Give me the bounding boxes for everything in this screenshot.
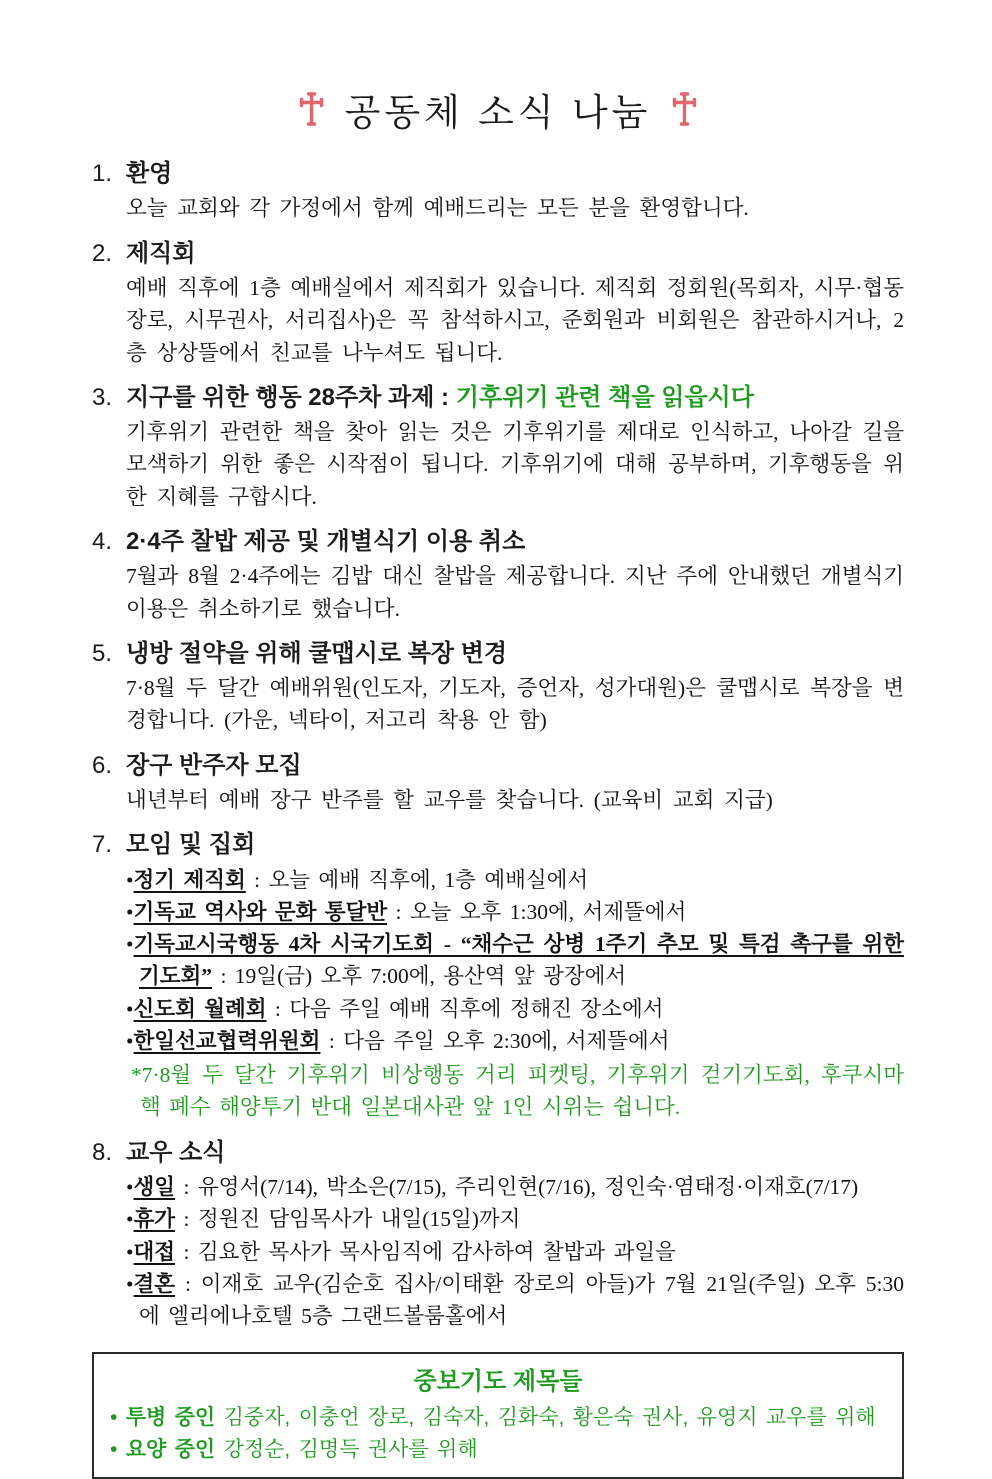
- bullet-icon: •: [110, 1437, 118, 1461]
- section-body: 내년부터 예배 장구 반주를 할 교우를 찾습니다. (교육비 교회 지급): [126, 788, 773, 813]
- section-meetings: [92, 829, 904, 1123]
- section-heading: 환영: [126, 160, 173, 187]
- prayer-box-title: 중보기도 제목들: [413, 1368, 583, 1396]
- section-welcome: [92, 158, 904, 225]
- section-member-news: [92, 1137, 904, 1333]
- meeting-label: 정기 제직회: [133, 867, 246, 892]
- news-detail: : 정원진 담임목사가 내일(15일)까지: [175, 1207, 521, 1232]
- section-number: 2.: [92, 239, 113, 267]
- meeting-item: [126, 1025, 904, 1057]
- bullet-icon: •: [126, 1028, 134, 1053]
- prayer-label: 투병 중인: [125, 1406, 216, 1430]
- bullet-icon: •: [126, 932, 134, 957]
- meeting-detail: : 오늘 오후 1:30에, 서제뜰에서: [387, 899, 687, 924]
- section-body: 7월과 8월 2·4주에는 김밥 대신 찰밥을 제공합니다. 지난 주에 안내했던 개별식기 이용은 취소하기로 했습니다.: [126, 564, 904, 621]
- prayer-item-recuperating: [110, 1434, 886, 1466]
- cross-icon: [298, 91, 325, 127]
- meeting-detail: : 다음 주일 예배 직후에 정해진 장소에서: [266, 996, 664, 1021]
- section-number: 7.: [92, 831, 113, 859]
- section-number: 6.: [92, 751, 113, 779]
- meeting-label: 신도회 월례회: [133, 996, 267, 1021]
- meeting-label: 기독교 역사와 문화 통달반: [133, 899, 388, 924]
- section-heading-text: 지구를 위한 행동 28주차 과제 :: [126, 383, 456, 411]
- meeting-detail: : 다음 주일 오후 2:30에, 서제뜰에서: [320, 1028, 670, 1053]
- meeting-label: 기독교시국행동 4차 시국기도회 - “채수근 상병 1주기 추모 및 특검 촉구를 위한 기도회”: [133, 932, 904, 989]
- news-item-treat: [126, 1236, 904, 1268]
- cross-icon: [671, 91, 698, 127]
- news-detail: : 김요한 목사가 목사임직에 감사하여 찰밥과 과일을: [175, 1239, 676, 1264]
- meeting-detail: : 오늘 예배 직후에, 1층 예배실에서: [245, 867, 589, 892]
- section-body: 오늘 교회와 각 가정에서 함께 예배드리는 모든 분을 환영합니다.: [126, 196, 749, 221]
- news-label: 생일: [133, 1175, 176, 1200]
- section-body: 7·8월 두 달간 예배위원(인도자, 기도자, 증언자, 성가대원)은 쿨맵시로 복장을 변경합니다. (가운, 넥타이, 저고리 착용 안 함): [126, 676, 904, 733]
- section-number: 5.: [92, 639, 113, 667]
- section-number: 1.: [92, 160, 113, 187]
- section-dress-code: [92, 638, 904, 737]
- intercessory-prayer-box: [92, 1352, 904, 1479]
- prayer-names: 김중자, 이충언 장로, 김숙자, 김화숙, 황은숙 권사, 유영지 교우를 위해: [215, 1406, 876, 1430]
- bullet-icon: •: [126, 996, 134, 1021]
- news-label: 휴가: [133, 1207, 176, 1232]
- news-label: 대접: [133, 1239, 176, 1264]
- news-detail: : 유영서(7/14), 박소은(7/15), 주리인현(7/16), 정인숙·염태정·이재호(7/17): [175, 1175, 859, 1200]
- section-heading-highlight: 기후위기 관련 책을 읽읍시다: [455, 383, 754, 411]
- meeting-item: [126, 993, 904, 1025]
- meeting-item: [126, 864, 904, 896]
- bullet-icon: •: [126, 1175, 134, 1200]
- bullet-icon: •: [126, 1271, 134, 1296]
- meeting-label: 한일선교협력위원회: [133, 1028, 321, 1053]
- prayer-label: 요양 중인: [125, 1437, 216, 1461]
- page-title-row: [92, 82, 904, 136]
- section-drummer-recruit: [92, 750, 904, 817]
- bullet-icon: •: [126, 1239, 134, 1264]
- section-heading: 제직회: [126, 239, 196, 267]
- meeting-item: [126, 896, 904, 928]
- bullet-icon: •: [126, 867, 134, 892]
- page-title: 공동체 소식 나눔: [344, 92, 652, 133]
- section-heading: 냉방 절약을 위해 쿨맵시로 복장 변경: [126, 639, 508, 667]
- section-officers-meeting: [92, 238, 904, 369]
- news-detail: : 이재호 교우(김순호 집사/이태환 장로의 아들)가 7월 21일(주일) 오후 5:30에 엘리에나호텔 5층 그랜드볼룸홀에서: [139, 1271, 904, 1329]
- section-body: 예배 직후에 1층 예배실에서 제직회가 있습니다. 제직회 정회원(목회자, 시무·협동장로, 시무권사, 서리집사)은 꼭 참석하시고, 준회원과 비회원은 참관하시거나, 2층 상상뜰에서 친교를 나누셔도 됩니다.: [126, 276, 904, 365]
- bullet-icon: •: [110, 1406, 118, 1430]
- climate-note: *7·8월 두 달간 기후위기 비상행동 거리 피켓팅, 기후위기 걷기기도회, 후쿠시마 핵 폐수 해양투기 반대 일본대사관 앞 1인 시위는 쉽니다.: [131, 1063, 904, 1120]
- section-heading: 교우 소식: [126, 1138, 226, 1166]
- meeting-item: [126, 928, 904, 993]
- news-item-birthday: [126, 1171, 904, 1203]
- news-item-wedding: [126, 1268, 904, 1333]
- section-heading: 장구 반주자 모집: [126, 751, 302, 779]
- section-heading: 2·4주 찰밥 제공 및 개별식기 이용 취소: [126, 527, 526, 555]
- prayer-item-sick: [110, 1402, 886, 1434]
- section-body: 기후위기 관련한 책을 찾아 읽는 것은 기후위기를 제대로 인식하고, 나아갈 길을 모색하기 위한 좋은 시작점이 됩니다. 기후위기에 대해 공부하며, 기후행동을 위한 지혜를 구합시다.: [126, 420, 904, 509]
- section-number: 4.: [92, 527, 113, 555]
- bullet-icon: •: [126, 1207, 134, 1232]
- section-heading: [126, 382, 904, 414]
- section-number: 3.: [92, 383, 113, 411]
- section-meal-change: [92, 526, 904, 625]
- news-label: 결혼: [133, 1271, 176, 1296]
- meeting-detail: : 19일(금) 오후 7:00에, 용산역 앞 광장에서: [212, 964, 627, 989]
- bullet-icon: •: [126, 899, 134, 924]
- section-earth-action: [92, 382, 904, 513]
- section-number: 8.: [92, 1138, 113, 1166]
- prayer-names: 강정순, 김명득 권사를 위해: [215, 1437, 478, 1461]
- section-heading: 모임 및 집회: [126, 831, 256, 859]
- news-item-vacation: [126, 1203, 904, 1235]
